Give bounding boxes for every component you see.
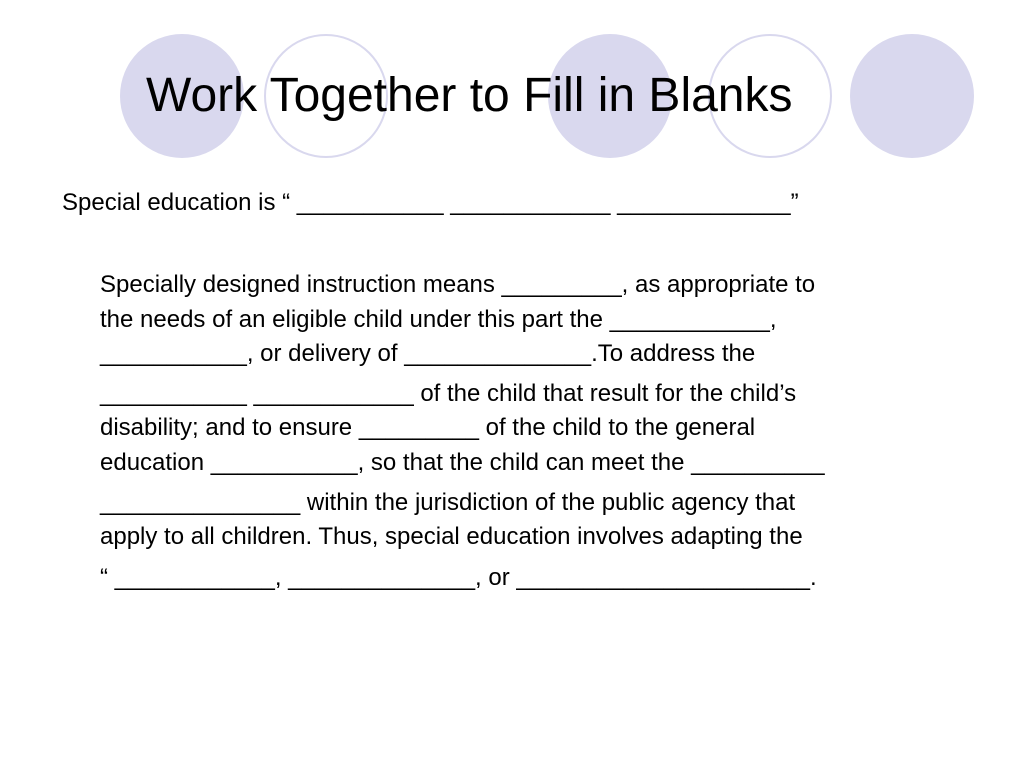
slide-title: Work Together to Fill in Blanks bbox=[146, 69, 793, 122]
paragraph-line: Specially designed instruction means _________, as appropriate to bbox=[100, 271, 816, 298]
paragraph-line: ___________, or delivery of ______________.To address the bbox=[100, 340, 756, 367]
paragraph-line: disability; and to ensure _________ of the child to the general bbox=[100, 414, 756, 441]
paragraph-line: education ___________, so that the child can meet the __________ bbox=[100, 449, 825, 476]
paragraph-line: _______________ within the jurisdiction of the public agency that bbox=[100, 489, 796, 516]
paragraph-line: the needs of an eligible child under this part the ____________, bbox=[100, 306, 777, 333]
intro-sentence: Special education is “ ___________ ____________ _____________” bbox=[62, 189, 799, 216]
paragraph-line: ___________ ____________ of the child that result for the child’s bbox=[100, 380, 797, 407]
decorative-circle-filled bbox=[850, 34, 974, 158]
paragraph-line: “ ____________, ______________, or ______________________. bbox=[100, 564, 817, 591]
paragraph-line: apply to all children. Thus, special education involves adapting the bbox=[100, 523, 803, 550]
